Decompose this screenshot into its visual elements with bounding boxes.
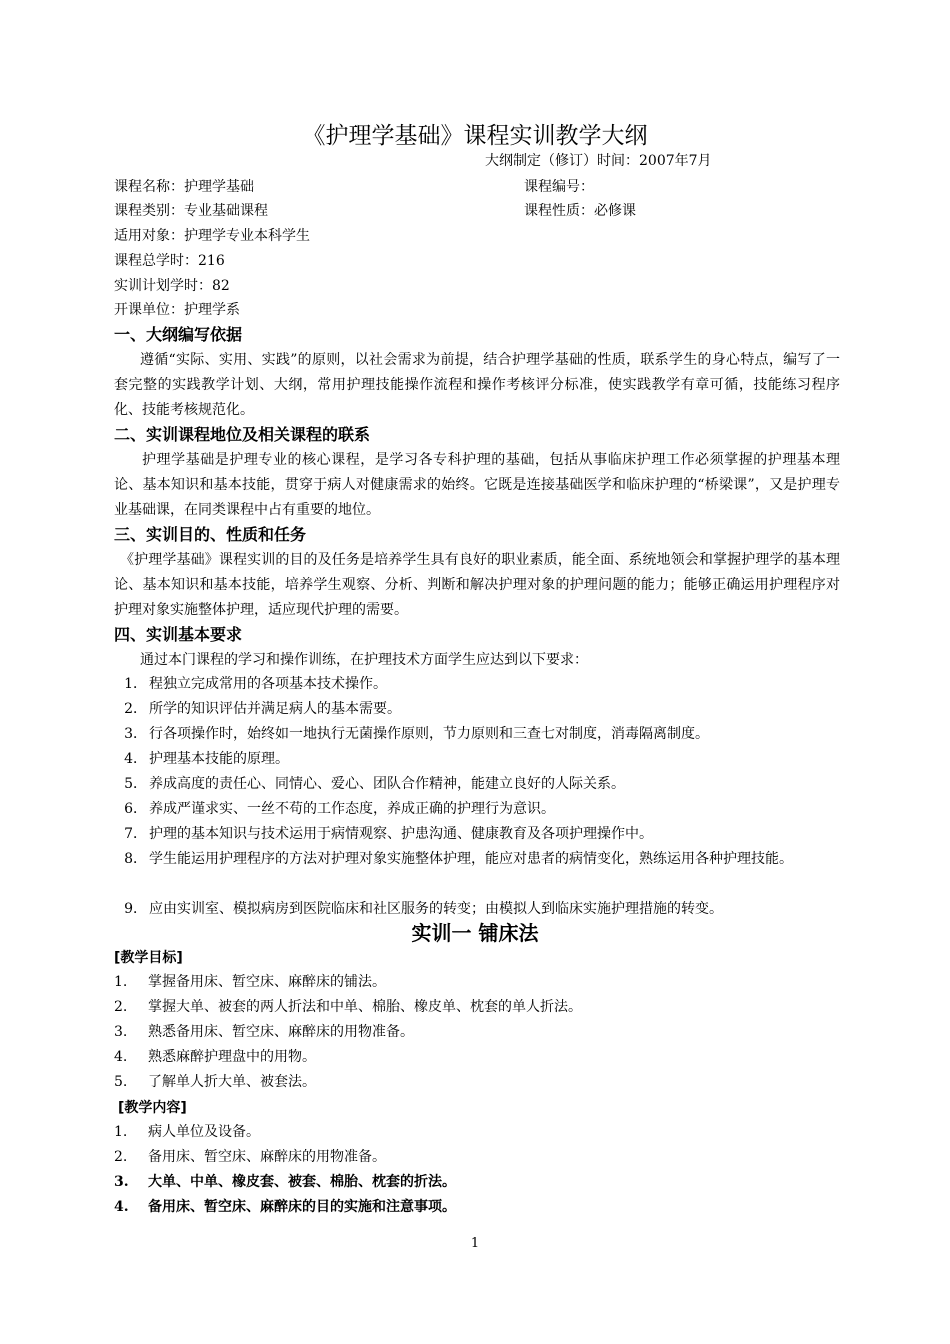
- list-text: 了解单人折大单、被套法。: [148, 1074, 316, 1090]
- requirement-item: [114, 797, 840, 822]
- list-number: 5．: [124, 776, 147, 792]
- list-text: 养成严谨求实、一丝不苟的工作态度，养成正确的护理行为意识。: [149, 801, 555, 817]
- list-text: 备用床、暂空床、麻醉床的用物准备。: [148, 1149, 386, 1165]
- list-number: 1．: [124, 676, 147, 692]
- course-type: 课程类别：专业基础课程: [114, 203, 268, 219]
- revision-date: 大纲制定（修订）时间：2007年7月: [485, 153, 712, 169]
- list-text: 大单、中单、橡皮套、被套、棉胎、枕套的折法。: [148, 1174, 456, 1190]
- requirement-item: [114, 672, 840, 697]
- list-number: 4．: [124, 751, 147, 767]
- section-heading-4: 四、实训基本要求: [114, 625, 243, 644]
- requirement-item: [114, 722, 840, 747]
- list-text: 应由实训室、模拟病房到医院临床和社区服务的转变；由模拟人到临床实施护理措施的转变。: [149, 901, 723, 917]
- list-number: 6．: [124, 801, 147, 817]
- list-number: 1.: [114, 974, 128, 990]
- goal-item: [114, 970, 386, 995]
- section-heading-3: 三、实训目的、性质和任务: [114, 525, 307, 544]
- list-number: 4.: [114, 1199, 129, 1215]
- list-text: 熟悉麻醉护理盘中的用物。: [148, 1049, 316, 1065]
- list-text: 行各项操作时，始终如一地执行无菌操作原则，节力原则和三查七对制度，消毒隔离制度。: [149, 726, 709, 742]
- list-number: 9．: [124, 901, 147, 917]
- course-code: 课程编号：: [524, 179, 594, 195]
- section-4-intro: 通过本门课程的学习和操作训练，在护理技术方面学生应达到以下要求：: [140, 652, 588, 668]
- list-number: 3.: [114, 1174, 129, 1190]
- requirement-item: [114, 822, 840, 847]
- section-heading-1: 一、大纲编写依据: [114, 325, 243, 344]
- goal-item: [114, 1020, 414, 1045]
- list-number: 1.: [114, 1124, 128, 1140]
- list-number: 3.: [114, 1024, 128, 1040]
- list-text: 程独立完成常用的各项基本技术操作。: [149, 676, 387, 692]
- list-text: 养成高度的责任心、同情心、爱心、团队合作精神，能建立良好的人际关系。: [149, 776, 625, 792]
- document-title: 《护理学基础》课程实训教学大纲: [302, 123, 648, 149]
- course-practice-hours: 实训计划学时：82: [114, 278, 230, 294]
- content-item: [114, 1120, 260, 1145]
- list-text: 所学的知识评估并满足病人的基本需要。: [149, 701, 401, 717]
- list-text: 备用床、暂空床、麻醉床的目的实施和注意事项。: [148, 1199, 456, 1215]
- goal-item: [114, 1045, 316, 1070]
- requirement-item: [114, 772, 840, 797]
- course-audience: 适用对象：护理学专业本科学生: [114, 228, 310, 244]
- list-text: 学生能运用护理程序的方法对护理对象实施整体护理，能应对患者的病情变化，熟练运用各种护理技能。: [149, 851, 793, 867]
- list-number: 2.: [114, 999, 128, 1015]
- page-number: 1: [470, 1236, 480, 1251]
- course-total-hours: 课程总学时：216: [114, 253, 225, 269]
- list-text: 护理基本技能的原理。: [149, 751, 289, 767]
- requirement-item: [114, 697, 840, 722]
- list-number: 4.: [114, 1049, 128, 1065]
- section-1-paragraph: 遵循“实际、实用、实践”的原则，以社会需求为前提，结合护理学基础的性质，联系学生的身心特点，编写了一套完整的实践教学计划、大纲，常用护理技能操作流程和操作考核评分标准，使实践教学有章可循，技能练习程序化、技能考核规范化。: [114, 352, 840, 418]
- list-text: 掌握备用床、暂空床、麻醉床的铺法。: [148, 974, 386, 990]
- requirement-item: [114, 847, 840, 872]
- course-nature: 课程性质：必修课: [524, 203, 636, 219]
- list-text: 病人单位及设备。: [148, 1124, 260, 1140]
- teaching-goals-label: [教学目标]: [114, 950, 183, 966]
- goal-item: [114, 995, 582, 1020]
- content-item: [114, 1145, 386, 1170]
- training-1-title: 实训一 铺床法: [411, 921, 539, 945]
- section-3-paragraph: 《护理学基础》课程实训的目的及任务是培养学生具有良好的职业素质，能全面、系统地领会和掌握护理学的基本理论、基本知识和基本技能，培养学生观察、分析、判断和解决护理对象的护理问题的能力；能够正确运用护理程序对护理对象实施整体护理，适应现代护理的需要。: [114, 552, 840, 618]
- course-name: 课程名称：护理学基础: [114, 179, 254, 195]
- section-heading-2: 二、实训课程地位及相关课程的联系: [114, 425, 371, 444]
- goal-item: [114, 1070, 316, 1095]
- teaching-content-label: [教学内容]: [118, 1100, 187, 1116]
- list-number: 7．: [124, 826, 147, 842]
- list-number: 2．: [124, 701, 147, 717]
- list-number: 8．: [124, 851, 147, 867]
- list-number: 3．: [124, 726, 147, 742]
- content-item: [114, 1195, 456, 1220]
- list-number: 5.: [114, 1074, 128, 1090]
- list-number: 2.: [114, 1149, 128, 1165]
- list-text: 护理的基本知识与技术运用于病情观察、护患沟通、健康教育及各项护理操作中。: [149, 826, 653, 842]
- section-2-paragraph: 护理学基础是护理专业的核心课程，是学习各专科护理的基础，包括从事临床护理工作必须掌握的护理基本理论、基本知识和基本技能，贯穿于病人对健康需求的始终。它既是连接基础医学和临床护理的“桥梁课”，又是护理专业基础课，在同类课程中占有重要的地位。: [114, 452, 840, 518]
- course-department: 开课单位：护理学系: [114, 302, 240, 318]
- list-text: 掌握大单、被套的两人折法和中单、棉胎、橡皮单、枕套的单人折法。: [148, 999, 582, 1015]
- content-item: [114, 1170, 456, 1195]
- list-text: 熟悉备用床、暂空床、麻醉床的用物准备。: [148, 1024, 414, 1040]
- requirement-item: [114, 747, 840, 772]
